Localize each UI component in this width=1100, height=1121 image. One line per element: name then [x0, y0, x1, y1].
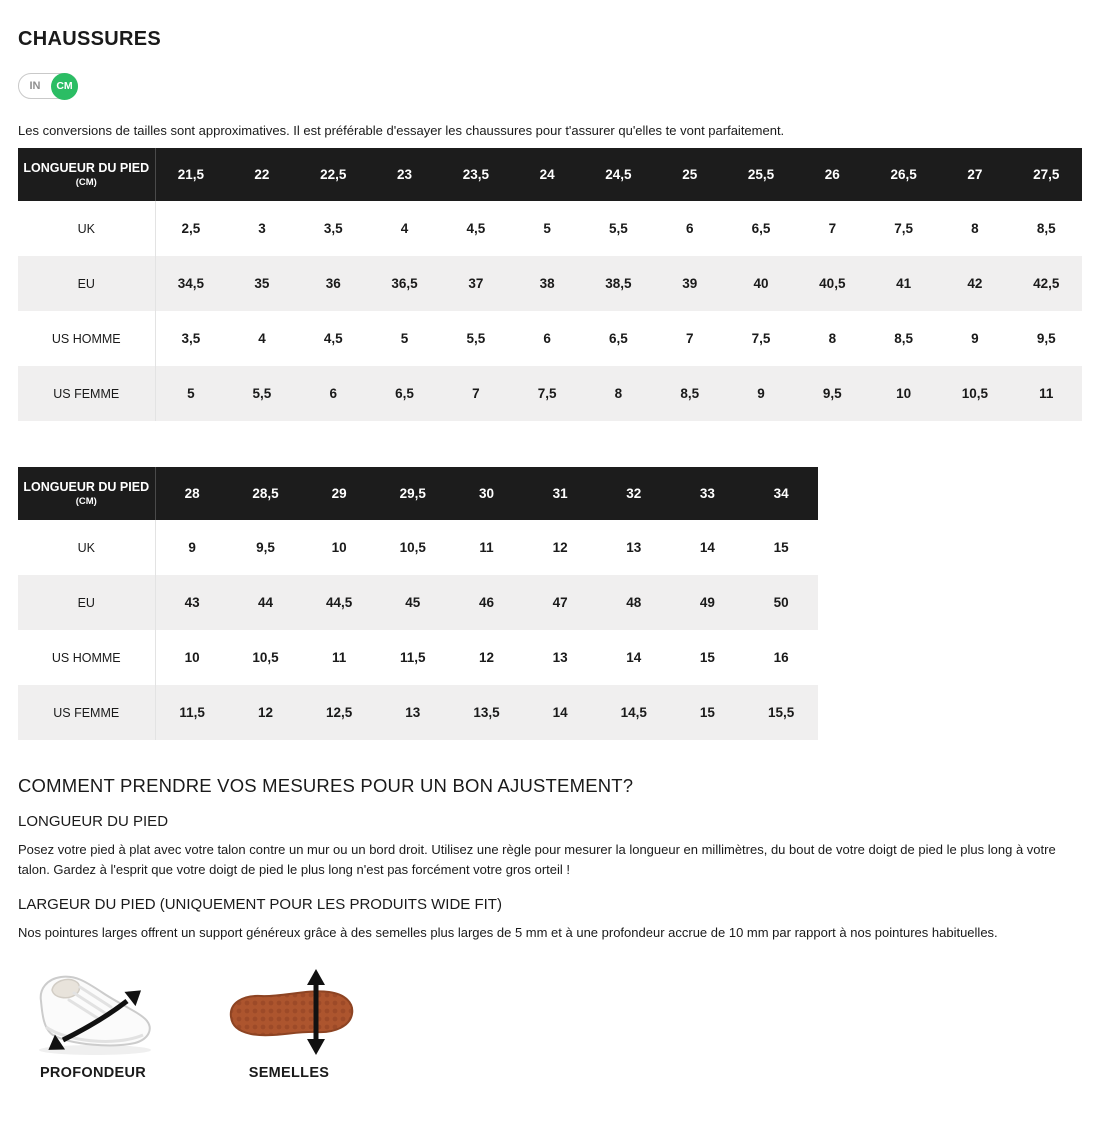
size-table-col-header: 22,5: [298, 148, 369, 201]
foot-width-text: Nos pointures larges offrent un support généreux grâce à des semelles plus larges de 5 mm et à une profondeur accrue de 10 mm par rapport à nos pointures habituelles.: [18, 925, 998, 941]
size-table-cell: 15: [699, 705, 715, 720]
size-table-cell: 36,5: [391, 276, 418, 291]
size-table-col-header: 21,5: [155, 148, 226, 201]
size-table-cell: 13,5: [473, 705, 500, 720]
size-table-cell: 12: [552, 540, 568, 555]
size-table-cell: 11: [332, 650, 347, 665]
size-table-cell: 8,5: [680, 386, 700, 401]
profondeur-label: PROFONDEUR: [39, 1065, 147, 1082]
size-table-large-sizes: [18, 467, 818, 740]
size-table-col-header: 29: [302, 467, 376, 520]
size-table-cell: 2,5: [181, 221, 201, 236]
size-table-cell: 45: [405, 595, 421, 610]
size-table-cell: 8,5: [1036, 221, 1056, 236]
size-table-col-header: 27,5: [1011, 148, 1082, 201]
size-table-cell: 9,5: [1036, 331, 1056, 346]
figures-row: [18, 959, 1082, 1081]
size-table-cell: 4: [258, 331, 266, 346]
size-table-col-header: 31: [523, 467, 597, 520]
size-table-col-header: 24,5: [583, 148, 654, 201]
size-table-cell: 10: [896, 386, 912, 401]
size-table-cell: 9,5: [822, 386, 842, 401]
size-table-header-label: LONGUEUR DU PIED (CM): [18, 467, 155, 520]
size-table-cell: 7,5: [537, 386, 557, 401]
foot-length-text: Posez votre pied à plat avec votre talon contre un mur ou un bord droit. Utilisez une règle pour mesurer la longueur en millimètres, du bout de votre doigt de pied le plus long à votre talon. Gardez à l'esprit que votre doigt de pied le plus long n'est pas forcément votre gros orteil !: [18, 842, 1056, 878]
size-table-cell: 8,5: [894, 331, 913, 346]
semelles-label: SEMELLES: [248, 1065, 330, 1082]
size-table-cell: 47: [552, 595, 568, 610]
size-table-cell: 14,5: [620, 705, 647, 720]
size-table-col-header: 26,5: [868, 148, 939, 201]
size-table-cell: 38,5: [605, 276, 632, 291]
size-table-cell: 6: [685, 221, 694, 236]
size-table-cell: 9,5: [256, 540, 275, 555]
size-table-cell: 42: [967, 276, 983, 291]
size-table-cell: 15: [699, 650, 715, 665]
size-table-cell: 35: [254, 276, 270, 291]
size-table-cell: 12: [257, 705, 273, 720]
size-table-cell: 38: [539, 276, 555, 291]
size-table-cell: 10,5: [399, 540, 426, 555]
size-table-cell: 3,5: [181, 331, 201, 346]
size-table-cell: 7,5: [751, 331, 771, 346]
size-table-col-header: 34: [744, 467, 818, 520]
size-table-cell: 13: [552, 650, 568, 665]
size-table-cell: 11,5: [179, 705, 205, 720]
size-table-col-header: 33: [671, 467, 745, 520]
size-table-cell: 5,5: [252, 386, 272, 401]
size-table-cell: 4,5: [466, 221, 486, 236]
size-table-col-header: 22: [226, 148, 297, 201]
how-to-measure-heading: COMMENT PRENDRE VOS MESURES POUR UN BON AJUSTEMENT?: [18, 775, 634, 796]
size-table-cell: 11: [1039, 386, 1054, 401]
size-table-row-label: EU: [18, 575, 155, 630]
size-table-cell: 15: [773, 540, 789, 555]
size-table-cell: 6,5: [395, 386, 414, 401]
size-table-col-header: 25,5: [725, 148, 796, 201]
size-table-cell: 13: [405, 705, 421, 720]
size-table-cell: 11,5: [400, 650, 426, 665]
size-table-cell: 5,5: [466, 331, 486, 346]
size-table-col-header: 25: [654, 148, 725, 201]
size-table-cell: 8: [614, 386, 623, 401]
size-table-cell: 8: [971, 221, 979, 236]
size-table-cell: 5,5: [609, 221, 628, 236]
size-table-cell: 16: [773, 650, 789, 665]
size-table-row-label: US HOMME: [18, 630, 155, 685]
size-table-cell: 14: [552, 705, 568, 720]
size-table-cell: 5: [400, 331, 409, 346]
size-table-cell: 10,5: [961, 386, 989, 401]
size-table-cell: 14: [699, 540, 715, 555]
size-table-cell: 15,5: [767, 705, 795, 720]
size-table-cell: 12,5: [326, 705, 353, 720]
size-table-row-label: US FEMME: [18, 366, 155, 421]
size-table-cell: 9: [188, 540, 196, 555]
size-table-row-label: UK: [18, 520, 155, 575]
size-table-cell: 9: [757, 386, 765, 401]
shoe-depth-figure: [18, 959, 168, 1081]
size-table-col-header: 24: [511, 148, 582, 201]
size-table-cell: 34,5: [177, 276, 205, 291]
size-table-cell: 10,5: [252, 650, 279, 665]
unit-toggle-cm[interactable]: CM: [51, 73, 78, 100]
size-table-cell: 7,5: [894, 221, 913, 236]
size-table-cell: 46: [478, 595, 494, 610]
size-table-cell: 44: [257, 595, 273, 610]
size-table-cell: 9: [971, 331, 979, 346]
size-table-col-header: 27: [939, 148, 1010, 201]
size-table-cell: 39: [682, 276, 698, 291]
size-table-cell: 6: [329, 386, 337, 401]
size-table-cell: 40: [753, 276, 769, 291]
conversion-disclaimer-text: Les conversions de tailles sont approximatives. Il est préférable d'essayer les chaussures pour t'assurer qu'elles te vont parfaitement.: [18, 123, 785, 138]
size-table-row-label: UK: [18, 201, 155, 256]
size-table-col-header: 30: [450, 467, 524, 520]
size-table-col-header: 28,5: [229, 467, 303, 520]
measuring-guide-section: [18, 775, 1082, 1081]
size-table-row-label: US HOMME: [18, 311, 155, 366]
size-table-cell: 5: [543, 221, 551, 236]
size-table-cell: 41: [896, 276, 912, 291]
size-table-cell: 10: [331, 540, 347, 555]
size-table-cell: 50: [773, 595, 789, 610]
size-table-col-header: 29,5: [376, 467, 450, 520]
size-table-row-label: US FEMME: [18, 685, 155, 740]
size-table-col-header: 28: [155, 467, 229, 520]
size-table-cell: 13: [626, 540, 642, 555]
size-table-row-label: EU: [18, 256, 155, 311]
size-table-cell: 3: [258, 221, 266, 236]
insole-figure: [214, 959, 364, 1081]
shoe-depth-illustration-icon: [23, 959, 163, 1059]
size-table-small-sizes: [18, 148, 1082, 421]
size-table-cell: 36: [325, 276, 341, 291]
size-table-cell: 14: [626, 650, 642, 665]
page-title: CHAUSSURES: [18, 28, 162, 50]
foot-width-heading: LARGEUR DU PIED (UNIQUEMENT POUR LES PRODUITS WIDE FIT): [18, 896, 502, 914]
size-table-cell: 4,5: [323, 331, 343, 346]
size-table-cell: 5: [187, 386, 195, 401]
size-table-header-label: LONGUEUR DU PIED (CM): [18, 148, 155, 201]
size-table-cell: 7: [828, 221, 837, 236]
size-table-col-header: 26: [797, 148, 868, 201]
size-table-col-header: 32: [597, 467, 671, 520]
size-table-cell: 3,5: [323, 221, 343, 236]
size-table-cell: 12: [478, 650, 494, 665]
unit-toggle-in[interactable]: IN: [29, 80, 41, 92]
size-table-cell: 37: [468, 276, 484, 291]
size-table-cell: 6,5: [751, 221, 771, 236]
size-table-cell: 4: [400, 221, 409, 236]
size-table-cell: 48: [626, 595, 642, 610]
size-table-cell: 44,5: [326, 595, 353, 610]
size-table-cell: 6: [543, 331, 551, 346]
size-table-cell: 7: [685, 331, 694, 346]
size-table-cell: 49: [699, 595, 715, 610]
size-table-cell: 10: [184, 650, 200, 665]
insole-illustration-icon: [219, 959, 359, 1059]
size-table-cell: 40,5: [819, 276, 846, 291]
unit-toggle[interactable]: [18, 73, 78, 99]
size-table-cell: 7: [472, 386, 480, 401]
size-table-cell: 6,5: [609, 331, 628, 346]
size-table-cell: 42,5: [1033, 276, 1060, 291]
foot-length-heading: LONGUEUR DU PIED: [18, 813, 169, 830]
size-table-cell: 43: [184, 595, 200, 610]
size-table-col-header: 23: [369, 148, 440, 201]
size-table-cell: 11: [479, 540, 494, 555]
size-table-cell: 8: [828, 331, 837, 346]
size-table-col-header: 23,5: [440, 148, 511, 201]
